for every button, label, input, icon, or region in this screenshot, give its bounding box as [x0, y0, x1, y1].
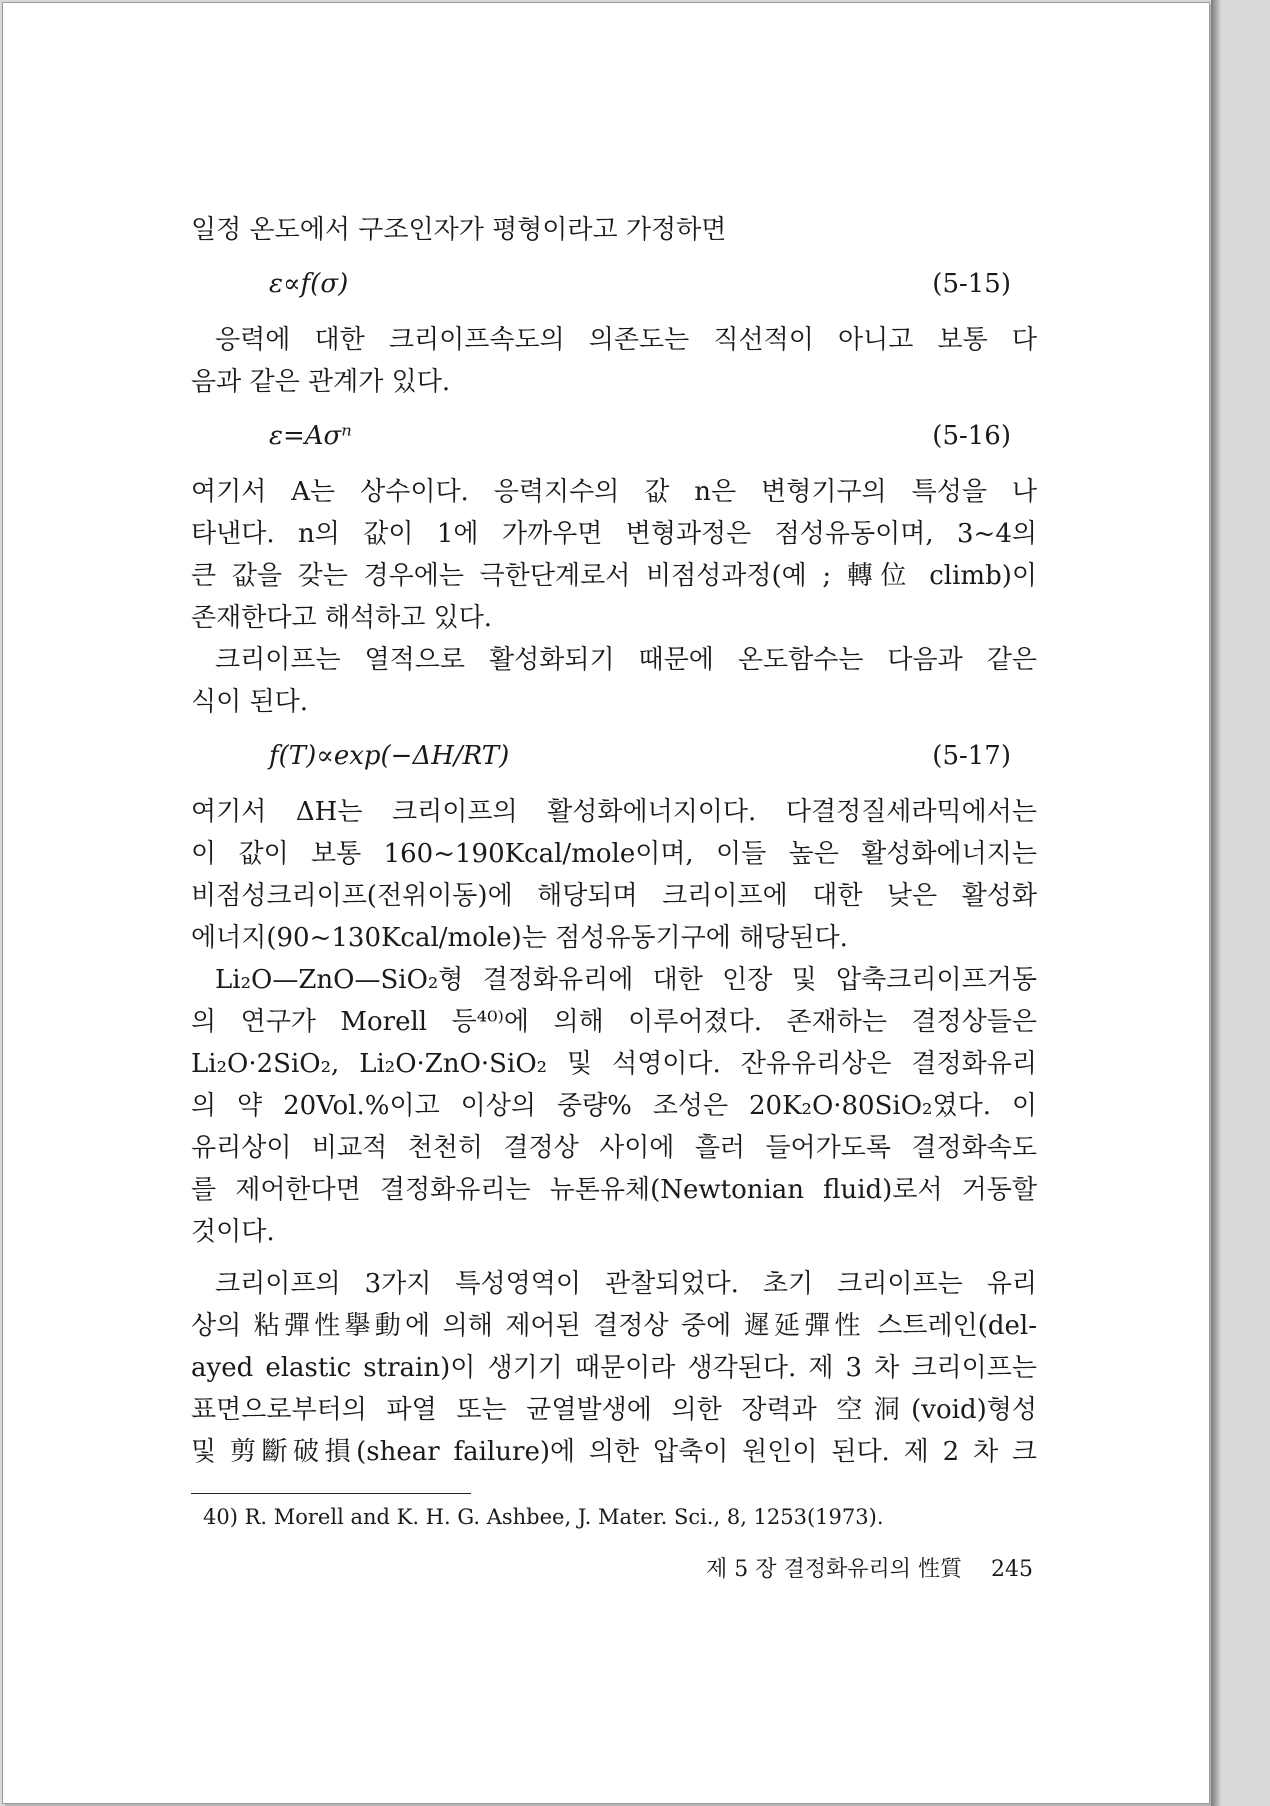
- text-line: 타낸다. n의 값이 1에 가까우면 변형과정은 점성유동이며, 3~4의: [191, 519, 1037, 549]
- text-line: 음과 같은 관계가 있다.: [191, 367, 451, 397]
- text-line: 표면으로부터의 파열 또는 균열발생에 의한 장력과 空洞(void)형성: [191, 1395, 1037, 1425]
- page-content: [191, 209, 1037, 1583]
- text-line: 존재한다고 해석하고 있다.: [191, 603, 493, 633]
- paragraph-activation-energy: [191, 791, 1037, 959]
- text-line: 크리이프의 3가지 특성영역이 관찰되었다. 초기 크리이프는 유리: [215, 1269, 1037, 1299]
- equation-5-16: [191, 415, 1037, 457]
- equation-expression: f(T)∝exp(−ΔH/RT): [269, 741, 510, 771]
- equation-expression: ε∝f(σ): [269, 269, 349, 299]
- text-line: 크리이프는 열적으로 활성화되기 때문에 온도함수는 다음과 같은: [215, 645, 1037, 675]
- text-line: 여기서 ΔH는 크리이프의 활성화에너지이다. 다결정질세라믹에서는: [191, 797, 1037, 827]
- equation-number: (5-15): [932, 269, 1011, 299]
- page-footer: [191, 1552, 1037, 1583]
- paragraph-morell: [191, 959, 1037, 1253]
- text-line: 및 剪斷破損(shear failure)에 의한 압축이 원인이 된다. 제 2 차 크: [191, 1437, 1037, 1467]
- text-line: 유리상이 비교적 천천히 결정상 사이에 흘러 들어가도록 결정화속도: [191, 1133, 1037, 1163]
- footnote: 40) R. Morell and K. H. G. Ashbee, J. Mater. Sci., 8, 1253(1973).: [203, 1505, 884, 1529]
- text-line: 의 약 20Vol.%이고 이상의 중량% 조성은 20K₂O·80SiO₂였다. 이: [191, 1091, 1037, 1121]
- text-line: 식이 된다.: [191, 687, 308, 717]
- text-line: 상의 粘彈性擧動에 의해 제어된 결정상 중에 遲延彈性 스트레인(del-: [191, 1311, 1037, 1341]
- text-line: Li₂O·2SiO₂, Li₂O·ZnO·SiO₂ 및 석영이다. 잔유유리상은 결정화유리: [191, 1049, 1037, 1079]
- text-line: 여기서 A는 상수이다. 응력지수의 값 n은 변형기구의 특성을 나: [191, 477, 1037, 507]
- equation-expression: ε=Aσⁿ: [269, 421, 352, 451]
- footnote-divider: [191, 1493, 471, 1494]
- paragraph-stress: [191, 319, 1037, 403]
- text-line: 에너지(90~130Kcal/mole)는 점성유동기구에 해당된다.: [191, 923, 848, 953]
- equation-number: (5-16): [932, 421, 1011, 451]
- text-line: 이 값이 보통 160~190Kcal/mole이며, 이들 높은 활성화에너지는: [191, 839, 1037, 869]
- page-edge: [1211, 0, 1221, 1806]
- text-line: 응력에 대한 크리이프속도의 의존도는 직선적이 아니고 보통 다: [215, 325, 1037, 355]
- page-number: 245: [991, 1557, 1033, 1582]
- text-line: 비점성크리이프(전위이동)에 해당되며 크리이프에 대한 낮은 활성화: [191, 881, 1037, 911]
- paragraph-thermal: [191, 639, 1037, 723]
- text-line: 큰 값을 갖는 경우에는 극한단계로서 비점성과정(예 ; 轉位 climb)이: [191, 561, 1037, 591]
- chapter-title: 제 5 장 결정화유리의 性質: [706, 1557, 962, 1582]
- text-line: 를 제어한다면 결정화유리는 뉴톤유체(Newtonian fluid)로서 거동할: [191, 1175, 1037, 1205]
- text-line: Li₂O—ZnO—SiO₂형 결정화유리에 대한 인장 및 압축크리이프거동: [215, 965, 1037, 995]
- equation-number: (5-17): [932, 741, 1011, 771]
- text-line: ayed elastic strain)이 생기기 때문이라 생각된다. 제 3 차 크리이프는: [191, 1353, 1037, 1383]
- text-line: 것이다.: [191, 1217, 275, 1247]
- equation-5-15: [191, 263, 1037, 305]
- paragraph-constant: [191, 471, 1037, 639]
- text-line: 의 연구가 Morell 등⁴⁰⁾에 의해 이루어졌다. 존재하는 결정상들은: [191, 1007, 1037, 1037]
- paragraph-intro: 일정 온도에서 구조인자가 평형이라고 가정하면: [191, 215, 727, 245]
- equation-5-17: [191, 735, 1037, 777]
- document-page: [2, 2, 1210, 1804]
- paragraph-creep-regions: [191, 1263, 1037, 1473]
